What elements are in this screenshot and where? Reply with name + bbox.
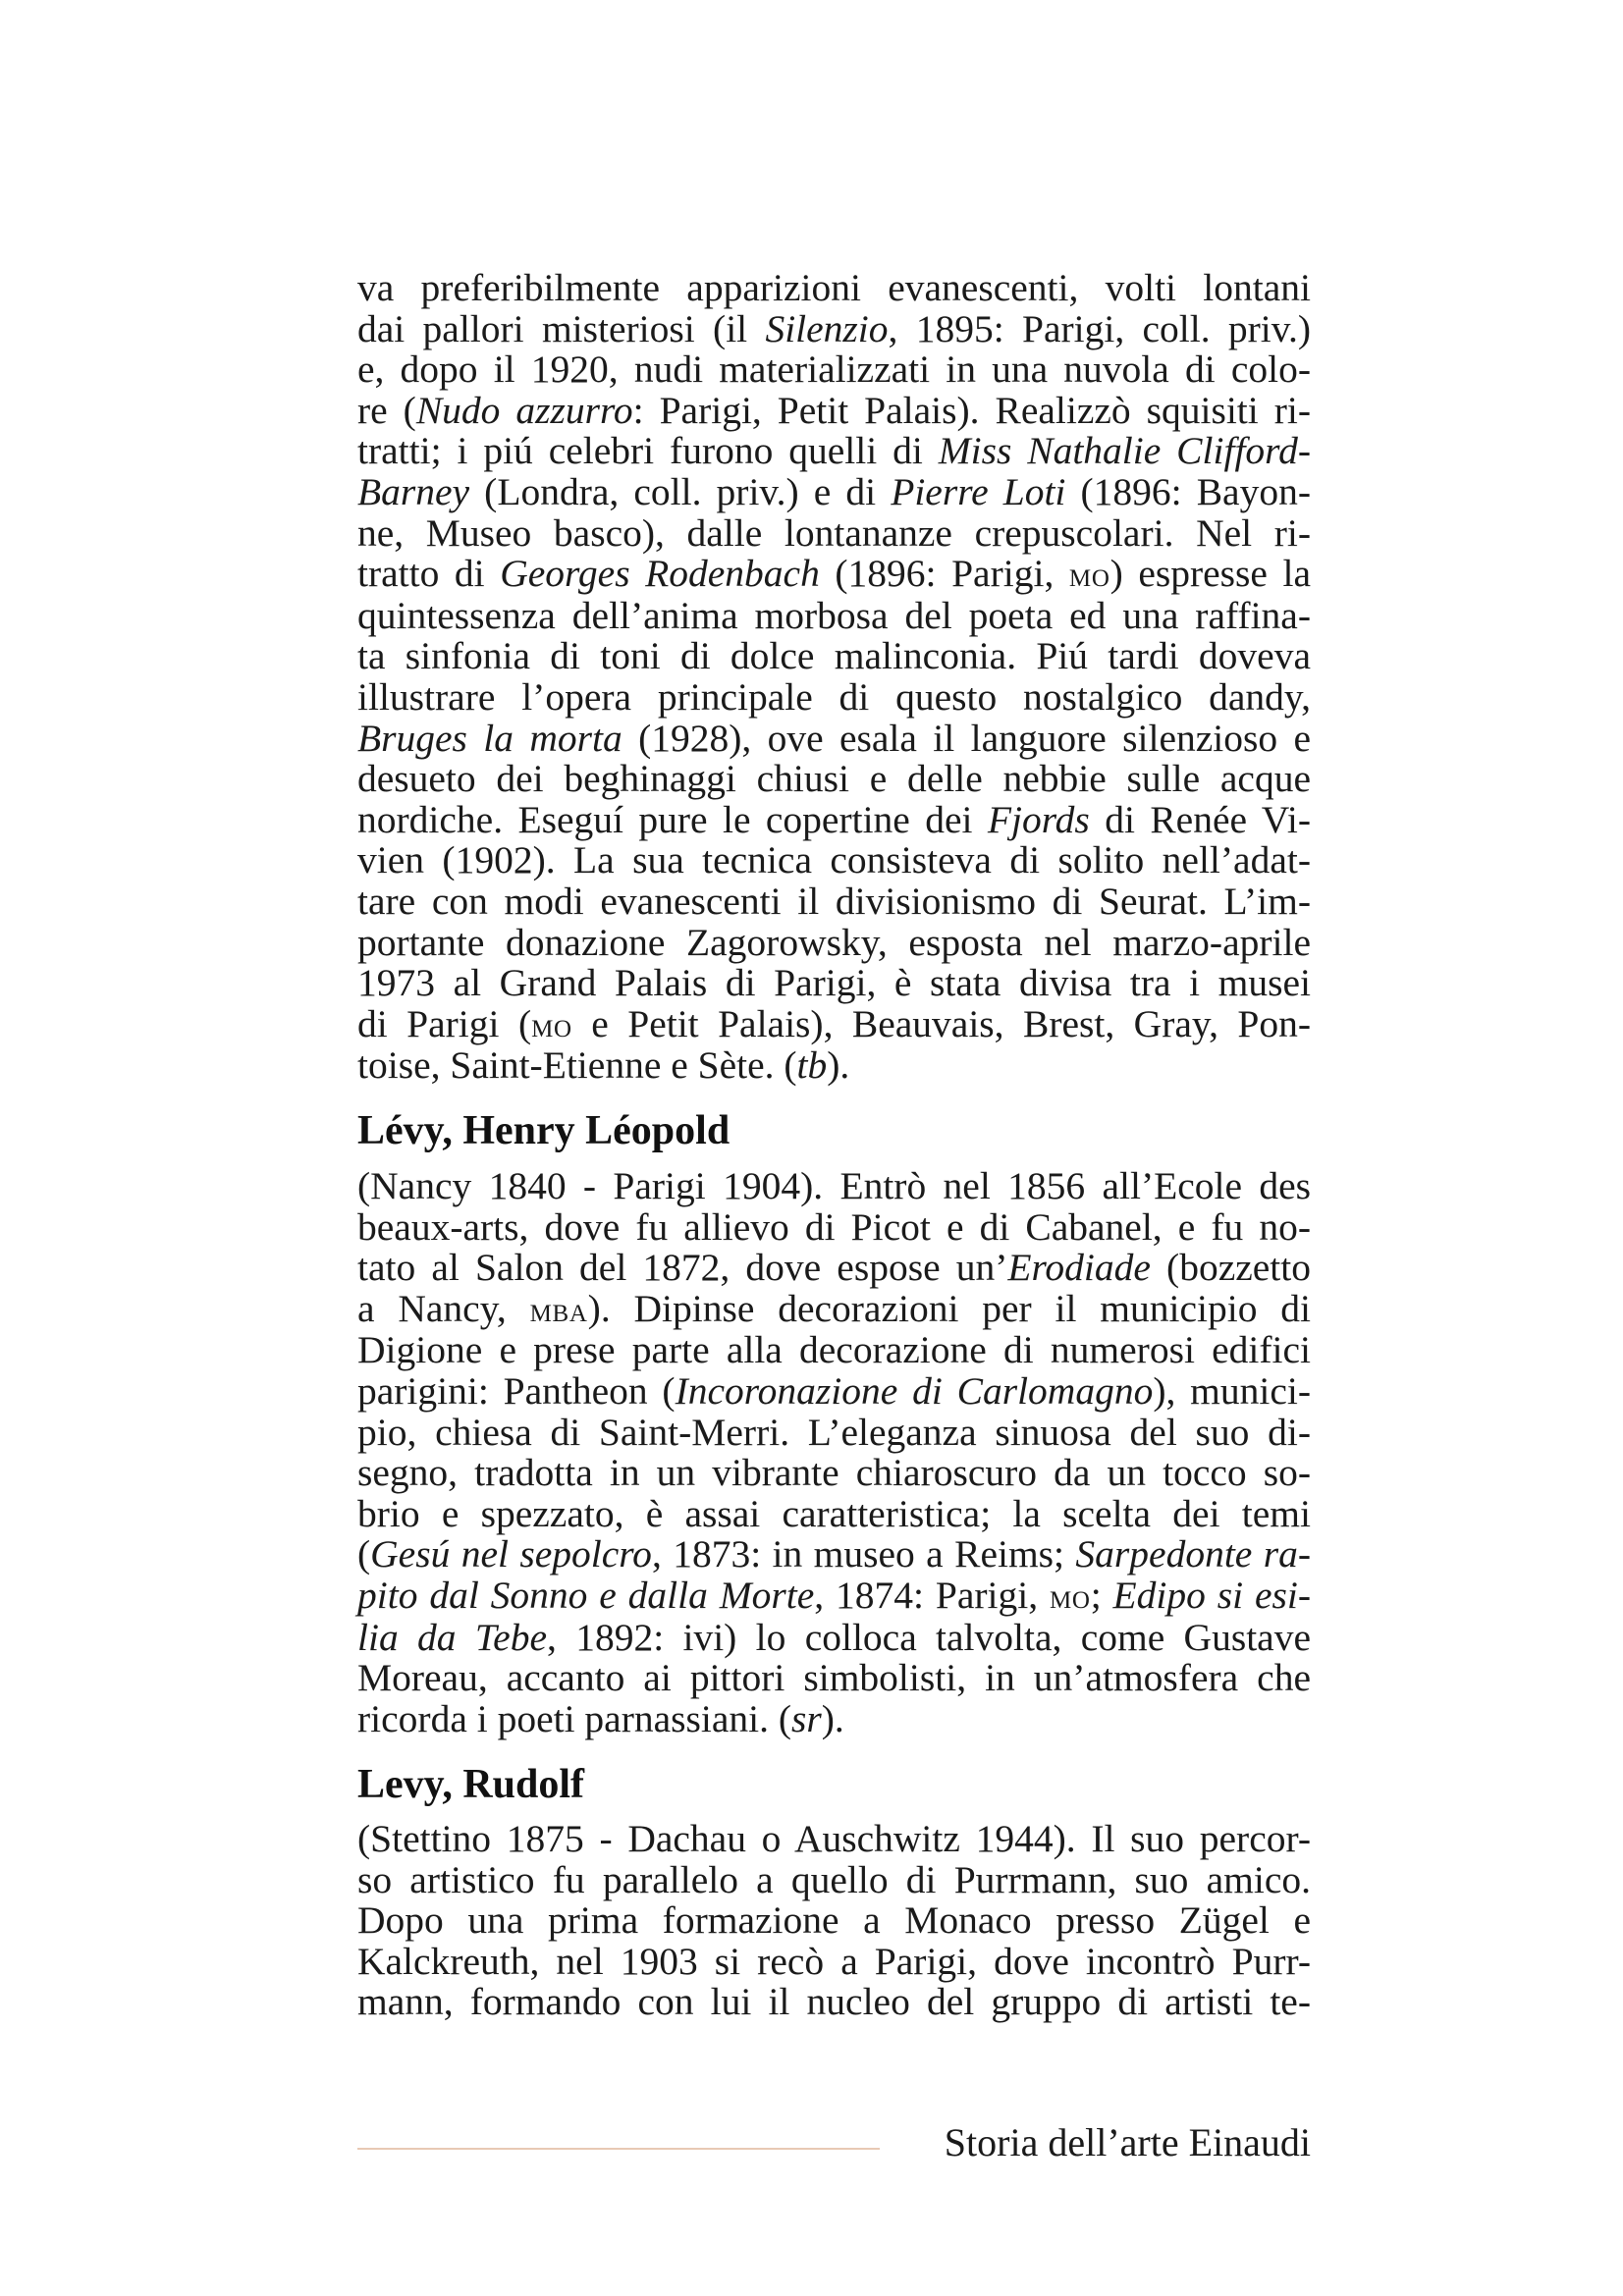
italic-span: Barney [357, 469, 470, 513]
text-span: parigini: Pantheon ( [357, 1368, 676, 1413]
text-line [357, 1615, 1311, 1659]
text-span: , 1873: in museo a Reims; [651, 1532, 1076, 1576]
small-caps-abbreviation: mba [529, 1289, 588, 1329]
text-span: (1896: Parigi, [819, 552, 1069, 596]
text-span: desueto dei beghinaggi chiusi e delle nebbie sulle acque [357, 757, 1311, 801]
text-line [357, 1166, 1311, 1207]
text-line [357, 1900, 1311, 1942]
text-span: beaux-arts, dove fu allievo di Picot e di Cabanel, e fu no- [357, 1204, 1311, 1249]
italic-span: pito dal Sonno e dalla Morte [357, 1573, 815, 1617]
text-line [357, 510, 1311, 555]
small-caps-abbreviation: mo [1068, 555, 1110, 595]
text-span: portante donazione Zagorowsky, esposta nel marzo-aprile [357, 920, 1311, 964]
entry-continuation-body [357, 268, 1311, 1087]
text-span: Dopo una prima formazione a Monaco presso Zügel e [357, 1898, 1311, 1943]
text-span: pio, chiesa di Saint-Merri. L’eleganza sinuosa del suo di- [357, 1410, 1311, 1454]
text-span: ta sinfonia di toni di dolce malinconia. Piú tardi doveva [357, 634, 1311, 678]
text-line [357, 1658, 1311, 1699]
text-line [357, 1982, 1311, 2023]
text-span: 1973 al Grand Palais di Parigi, è stata divisa tra i musei [357, 961, 1311, 1005]
text-line [357, 759, 1311, 800]
text-line [357, 920, 1311, 964]
text-line [357, 593, 1311, 637]
text-line [357, 1286, 1311, 1331]
text-span: ; [1090, 1573, 1113, 1617]
text-span: brio e spezzato, è assai caratteristica; la scelta dei temi [357, 1491, 1311, 1535]
footer-title: Storia dell’arte Einaudi [944, 2120, 1311, 2164]
text-line [357, 388, 1311, 432]
text-span: (Nancy 1840 - Parigi 1904). Entrò nel 1856 all’Ecole des [357, 1164, 1311, 1207]
text-line [357, 1491, 1311, 1535]
text-line [357, 716, 1312, 760]
text-span: (bozzetto [1150, 1246, 1311, 1290]
italic-span: tb [796, 1043, 828, 1088]
text-span: (1896: Bayon- [1065, 469, 1311, 513]
entry-heading-levy-rudolf: Levy, Rudolf [357, 1762, 585, 1807]
text-line [357, 1248, 1311, 1289]
text-line [357, 1410, 1311, 1454]
text-span: Moreau, accanto ai pittori simbolisti, in un’atmosfera che [357, 1656, 1311, 1700]
text-line [357, 431, 1311, 472]
text-span: ). [827, 1043, 850, 1088]
italic-span: Georges Rodenbach [500, 552, 820, 596]
text-span: , 1895: Parigi, coll. priv.) [888, 306, 1311, 350]
text-span: (Londra, coll. priv.) e di [469, 469, 892, 513]
text-span: nordiche. Eseguí pure le copertine dei [357, 797, 988, 841]
text-line [357, 1001, 1312, 1046]
text-span: tato al Salon del 1872, dove espose un’ [357, 1246, 1008, 1290]
entry-heading-levy-henry-leopold: Lévy, Henry Léopold [357, 1108, 730, 1153]
small-caps-abbreviation: mo [531, 1004, 572, 1044]
text-span: di Renée Vi- [1089, 797, 1311, 841]
footer-rule [357, 2148, 880, 2150]
text-span: Kalckreuth, nel 1903 si recò a Parigi, dove incontrò Purr- [357, 1939, 1311, 1983]
italic-span: Erodiade [1007, 1246, 1151, 1290]
text-line [357, 349, 1311, 391]
text-line [357, 636, 1311, 677]
text-line [357, 1534, 1311, 1575]
text-span: : Parigi, Petit Palais). Realizzò squisiti ri- [632, 388, 1311, 432]
text-span: ). [821, 1696, 844, 1740]
text-span: (1928), ove esala il languore silenzioso e [622, 716, 1312, 760]
text-line [357, 1368, 1312, 1413]
text-span: re ( [357, 388, 416, 432]
italic-span: Edipo si esi- [1112, 1573, 1311, 1617]
text-span: va preferibilmente apparizioni evanescenti, volti lontani [357, 266, 1311, 309]
text-line [357, 1575, 1311, 1618]
text-span: e, dopo il 1920, nudi materializzati in una nuvola di colo- [357, 347, 1311, 392]
text-line [357, 469, 1311, 513]
text-line [357, 1857, 1311, 1901]
text-line [357, 1939, 1311, 1983]
text-line [357, 1696, 1311, 1740]
italic-span: sr [791, 1696, 822, 1740]
text-line [357, 1819, 1311, 1860]
text-line [357, 840, 1311, 881]
text-span: e Petit Palais), Beauvais, Brest, Gray, Pon- [571, 1001, 1312, 1045]
text-span: dai pallori misteriosi (il [357, 306, 766, 350]
text-line [357, 1330, 1311, 1371]
text-line [357, 306, 1311, 350]
text-span: tratti; i piú celebri furono quelli di [357, 429, 939, 473]
italic-span: Incoronazione di Carlomagno [675, 1368, 1154, 1413]
italic-span: lia da Tebe [357, 1615, 547, 1659]
text-line [357, 1045, 1311, 1087]
italic-span: Bruges la morta [357, 716, 622, 760]
text-line [357, 1453, 1311, 1494]
italic-span: Sarpedonte ra- [1075, 1532, 1311, 1576]
text-span: , 1892: ivi) lo colloca talvolta, come Gustave [547, 1615, 1311, 1659]
text-line [357, 268, 1311, 309]
text-span: illustrare l’opera principale di questo nostalgico dandy, [357, 674, 1311, 719]
text-span: so artistico fu parallelo a quello di Purrmann, suo amico. [357, 1857, 1311, 1901]
text-span: tratto di [357, 552, 501, 596]
italic-span: Silenzio [765, 306, 889, 350]
text-span: segno, tradotta in un vibrante chiaroscuro da un tocco so- [357, 1451, 1311, 1495]
text-span: ne, Museo basco), dalle lontananze crepuscolari. Nel ri- [357, 510, 1311, 555]
text-span: vien (1902). La sua tecnica consisteva di solito nell’adat- [357, 838, 1311, 882]
text-span: a Nancy, [357, 1286, 530, 1330]
text-span: ) espresse la [1109, 552, 1312, 596]
text-span: quintessenza dell’anima morbosa del poeta ed una raffina- [357, 593, 1311, 637]
italic-span: Gesú nel sepolcro [370, 1532, 652, 1576]
text-line [357, 797, 1311, 841]
text-span: ), munici- [1153, 1368, 1312, 1413]
italic-span: Nudo azzurro [415, 388, 633, 432]
italic-span: Fjords [987, 797, 1090, 841]
text-span: , 1874: Parigi, [814, 1573, 1050, 1617]
text-line [357, 963, 1311, 1004]
text-span: (Stettino 1875 - Dachau o Auschwitz 1944). Il suo percor- [357, 1817, 1311, 1860]
entry-body-levy-henry-leopold [357, 1166, 1311, 1739]
italic-span: Pierre Loti [891, 469, 1066, 513]
text-span: tare con modi evanescenti il divisionismo di Seurat. L’im- [357, 879, 1311, 923]
entry-body-levy-rudolf [357, 1819, 1311, 2023]
text-line [357, 1204, 1311, 1249]
text-span: di Parigi ( [357, 1001, 532, 1045]
italic-span: Miss Nathalie Clifford- [938, 429, 1311, 473]
small-caps-abbreviation: mo [1049, 1575, 1091, 1616]
text-span: Digione e prese parte alla decorazione di numerosi edifici [357, 1328, 1311, 1372]
text-span: ( [357, 1532, 371, 1576]
text-span: mann, formando con lui il nucleo del gruppo di artisti te- [357, 1980, 1311, 2024]
text-line [357, 674, 1311, 719]
text-line [357, 554, 1311, 596]
text-span: toise, Saint-Etienne e Sète. ( [357, 1043, 797, 1088]
text-span: ). Dipinse decorazioni per il municipio di [587, 1286, 1311, 1330]
text-span: ricorda i poeti parnassiani. ( [357, 1696, 792, 1740]
text-line [357, 881, 1311, 923]
